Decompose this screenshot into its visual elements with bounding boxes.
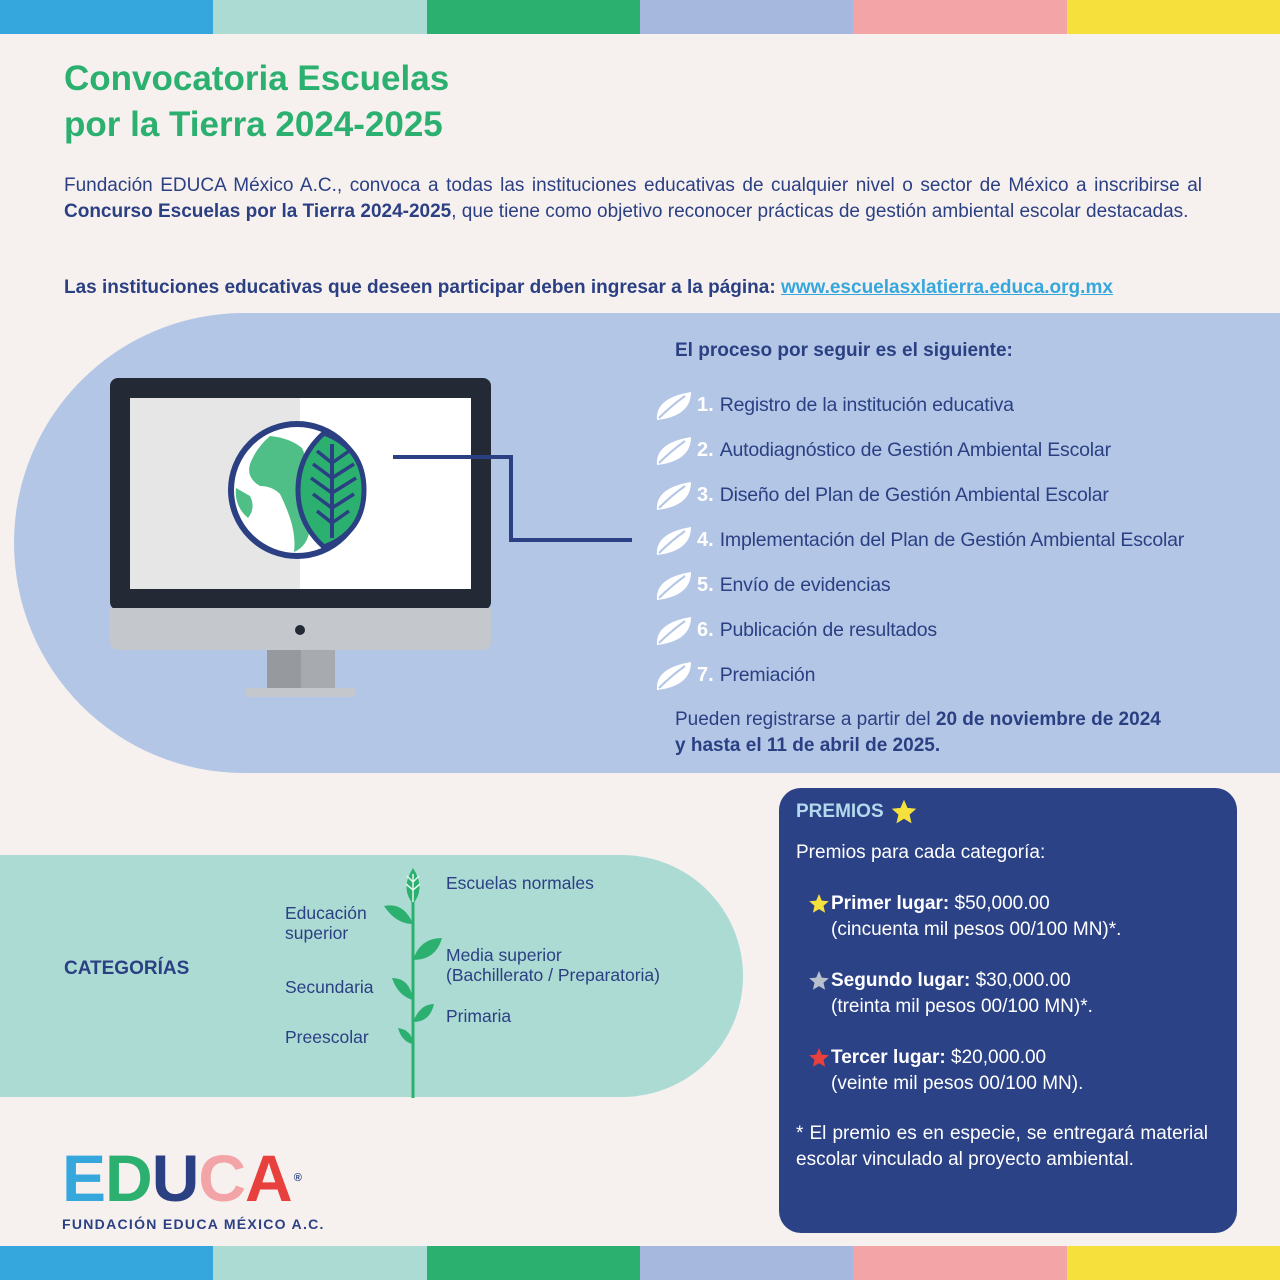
leaf-icon [655, 525, 693, 557]
start-date: 20 de noviembre de 2024 [935, 709, 1161, 730]
bottom-color-stripe [0, 1246, 1280, 1280]
globe-leaf-icon [231, 424, 364, 556]
stripe-segment [213, 0, 426, 34]
prize-detail: (cincuenta mil pesos 00/100 MN)*. [831, 919, 1122, 940]
process-step [655, 428, 1184, 473]
registration-dates [675, 707, 1235, 759]
stripe-segment [427, 0, 640, 34]
leaf-icon [655, 570, 693, 602]
step-number: 3. [697, 484, 714, 506]
process-step [655, 653, 1184, 698]
registration-instructions [64, 275, 1224, 301]
step-label: Publicación de resultados [719, 619, 937, 641]
process-step [655, 383, 1184, 428]
prizes-subtitle: Premios para cada categoría: [796, 842, 1046, 863]
leaf-icon [655, 390, 693, 422]
computer-monitor-illustration [110, 378, 492, 700]
stripe-segment [853, 0, 1066, 34]
category-escuelas-normales: Escuelas normales [446, 873, 594, 893]
connector-line [490, 455, 635, 545]
prizes-title-text: PREMIOS [796, 801, 884, 822]
category-media-superior [446, 945, 660, 985]
step-label: Implementación del Plan de Gestión Ambiental Escolar [719, 529, 1185, 551]
categories-title: CATEGORÍAS [64, 958, 190, 979]
prize-text [831, 968, 1093, 1020]
leaf-icon [655, 435, 693, 467]
stripe-segment [0, 1246, 213, 1280]
process-steps-list [655, 383, 1184, 698]
process-step [655, 563, 1184, 608]
prize-second [807, 968, 1093, 1020]
stripe-segment [213, 1246, 426, 1280]
prize-first [807, 891, 1121, 943]
prize-third [807, 1045, 1083, 1097]
intro-paragraph [64, 173, 1202, 225]
logo-letter: E [62, 1141, 106, 1215]
logo-letter: U [151, 1141, 199, 1215]
logo-letter: A [245, 1141, 292, 1215]
top-color-stripe [0, 0, 1280, 34]
logo-wordmark [62, 1141, 325, 1215]
leaf-icon [655, 615, 693, 647]
step-number: 6. [697, 619, 714, 641]
leaf-icon [655, 660, 693, 692]
intro-text-end: , que tiene como objetivo reconocer prácticas de gestión ambiental escolar destacadas. [451, 201, 1189, 222]
gold-star-icon [807, 892, 831, 916]
process-step [655, 473, 1184, 518]
category-line: Media superior [446, 945, 562, 965]
stripe-segment [1067, 0, 1280, 34]
step-label: Envío de evidencias [719, 574, 891, 596]
prize-detail: (veinte mil pesos 00/100 MN). [831, 1073, 1084, 1094]
logo-subtitle: FUNDACIÓN EDUCA MÉXICO A.C. [62, 1216, 325, 1232]
stripe-segment [853, 1246, 1066, 1280]
stripe-segment [427, 1246, 640, 1280]
step-number: 2. [697, 439, 714, 461]
process-step [655, 608, 1184, 653]
prize-amount: $30,000.00 [970, 970, 1071, 991]
prize-amount: $50,000.00 [949, 893, 1050, 914]
logo-letter: D [105, 1141, 152, 1215]
prize-footnote: * El premio es en especie, se entregará material escolar vinculado al proyecto ambiental. [796, 1123, 1208, 1170]
title-line-1: Convocatoria Escuelas [64, 59, 450, 98]
educa-logo [62, 1141, 325, 1232]
step-label: Registro de la institución educativa [719, 394, 1014, 416]
process-title: El proceso por seguir es el siguiente: [675, 340, 1013, 361]
category-line: (Bachillerato / Preparatoria) [446, 965, 660, 985]
step-label: Autodiagnóstico de Gestión Ambiental Escolar [719, 439, 1111, 461]
step-number: 7. [697, 664, 714, 686]
website-link[interactable]: www.escuelasxlatierra.educa.org.mx [780, 277, 1113, 298]
category-line: Educación [285, 903, 367, 923]
page-title [64, 56, 764, 148]
intro-text: Fundación EDUCA México A.C., convoca a todas las instituciones educativas de cualquier nivel o sector de México a inscribirse al [64, 175, 1202, 196]
prize-amount: $20,000.00 [945, 1047, 1047, 1068]
logo-letter: C [198, 1141, 246, 1215]
prize-place: Primer lugar: [831, 893, 950, 914]
category-line: superior [285, 923, 349, 943]
step-number: 1. [697, 394, 714, 416]
prize-detail: (treinta mil pesos 00/100 MN)*. [831, 996, 1093, 1017]
registered-mark: ® [293, 1172, 301, 1184]
title-line-2: por la Tierra 2024-2025 [64, 105, 443, 144]
prizes-title [796, 798, 918, 826]
category-educacion-superior [285, 903, 367, 943]
category-primaria: Primaria [446, 1006, 512, 1026]
prizes-card [779, 788, 1237, 1233]
prize-text [831, 891, 1121, 943]
prize-place: Tercer lugar: [831, 1047, 946, 1068]
star-icon [890, 798, 918, 826]
silver-star-icon [807, 969, 831, 993]
stripe-segment [0, 0, 213, 34]
step-label: Diseño del Plan de Gestión Ambiental Escolar [719, 484, 1109, 506]
prize-text [831, 1045, 1083, 1097]
prize-place: Segundo lugar: [831, 970, 971, 991]
step-label: Premiación [719, 664, 816, 686]
process-step [655, 518, 1184, 563]
cta-text: Las instituciones educativas que deseen participar deben ingresar a la página: [64, 277, 781, 298]
bronze-star-icon [807, 1046, 831, 1070]
leaf-icon [655, 480, 693, 512]
step-number: 4. [697, 529, 714, 551]
intro-contest-name: Concurso Escuelas por la Tierra 2024-2025 [64, 201, 452, 222]
dates-text: Pueden registrarse a partir del [675, 709, 936, 730]
stripe-segment [640, 1246, 853, 1280]
stripe-segment [640, 0, 853, 34]
end-date: y hasta el 11 de abril de 2025. [675, 735, 941, 756]
step-number: 5. [697, 574, 714, 596]
category-secundaria: Secundaria [285, 977, 374, 997]
category-preescolar: Preescolar [285, 1027, 369, 1047]
stripe-segment [1067, 1246, 1280, 1280]
